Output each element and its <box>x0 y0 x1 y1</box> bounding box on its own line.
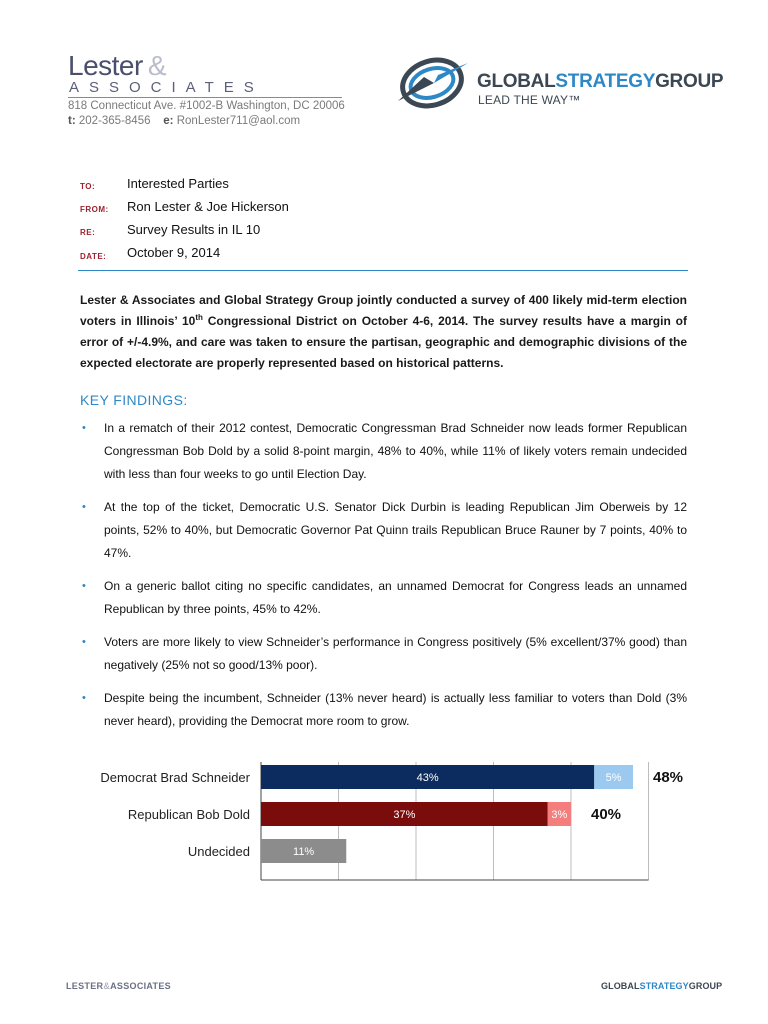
footer-lester-text: LESTER <box>66 981 104 991</box>
gsg-group: GROUP <box>655 71 724 92</box>
footer-associates-text: ASSOCIATES <box>110 981 171 991</box>
finding-item <box>80 631 687 677</box>
email-label: e: <box>163 115 174 127</box>
email-address: RonLester711@aol.com <box>176 115 301 127</box>
gsg-global: GLOBAL <box>477 71 556 92</box>
chart-data-label: 11% <box>293 846 315 858</box>
finding-item <box>80 575 687 621</box>
finding-item <box>80 496 687 565</box>
chart-category-label: Undecided <box>187 844 250 859</box>
intro-superscript: th <box>195 313 203 322</box>
lester-contact <box>68 115 300 127</box>
gsg-strategy: STRATEGY <box>555 71 656 92</box>
lester-divider <box>68 97 342 98</box>
bullet-icon: • <box>82 501 86 513</box>
chart-category-label: Democrat Brad Schneider <box>100 770 250 785</box>
memo-date-value: October 9, 2014 <box>127 245 221 260</box>
memo-to-label: TO: <box>80 182 96 191</box>
chart-total-label: 40% <box>591 806 622 823</box>
memo-to-value: Interested Parties <box>127 176 229 191</box>
footer-gsg-group: GROUP <box>688 981 723 991</box>
lester-address: 818 Connecticut Ave. #1002-B Washington, DC 20006 <box>68 100 345 112</box>
bullet-icon: • <box>82 580 86 592</box>
ballot-bar-chart <box>80 762 700 892</box>
phone-label: t: <box>68 115 76 127</box>
key-findings-list <box>80 417 687 743</box>
lester-logo-wordmark <box>68 50 166 82</box>
memo-from-label: FROM: <box>80 205 109 214</box>
chart-data-label: 43% <box>416 772 439 784</box>
chart-data-label: 37% <box>393 809 416 821</box>
chart-data-label: 3% <box>551 809 568 821</box>
gsg-wordmark <box>477 71 723 93</box>
bullet-icon: • <box>82 692 86 704</box>
finding-text: On a generic ballot citing no specific candidates, an unnamed Democrat for Congress leads an unnamed Republican by three points, 45% to 42%. <box>104 579 687 616</box>
key-findings-heading: KEY FINDINGS: <box>80 392 188 408</box>
bullet-icon: • <box>82 636 86 648</box>
footer-lester <box>66 981 171 991</box>
gsg-globe-icon <box>394 53 472 111</box>
footer-gsg-strategy: STRATEGY <box>639 981 689 991</box>
finding-text: Voters are more likely to view Schneider’s performance in Congress positively (5% excellent/37% good) than negatively (25% not so good/13% poor). <box>104 635 687 672</box>
phone-number: 202-365-8456 <box>78 115 151 127</box>
bullet-icon: • <box>82 422 86 434</box>
memo-from-value: Ron Lester & Joe Hickerson <box>127 199 289 214</box>
intro-paragraph <box>80 290 687 374</box>
lester-name: Lester <box>68 50 143 81</box>
finding-text: Despite being the incumbent, Schneider (13% never heard) is actually less familiar to voters than Dold (3% never heard), providing the Democrat more room to grow. <box>104 691 687 728</box>
finding-item <box>80 417 687 486</box>
memo-re-value: Survey Results in IL 10 <box>127 222 261 237</box>
finding-text: In a rematch of their 2012 contest, Democratic Congressman Brad Schneider now leads former Republican Congressman Bob Dold by a solid 8-point margin, 48% to 40%, while 11% of likely voters remain undecided with less than four weeks to go until Election Day. <box>104 421 687 481</box>
intro-text-1: Lester & Associates and Global Strategy Group jointly conducted a survey of 400 likely mid-term election voters in Illinois’ 10 <box>80 293 687 328</box>
lester-associates-text: ASSOCIATES <box>69 79 264 96</box>
footer-lester-amp: & <box>103 981 111 991</box>
chart-total-label: 48% <box>653 769 684 786</box>
memo-divider <box>78 270 688 271</box>
footer-gsg-global: GLOBAL <box>601 981 640 991</box>
memo-re-label: RE: <box>80 228 96 237</box>
finding-text: At the top of the ticket, Democratic U.S. Senator Dick Durbin is leading Republican Jim Oberweis by 12 points, 52% to 40%, but Democratic Governor Pat Quinn trails Republican Bruce Rauner by 7 points, 40% to 47%. <box>104 500 687 560</box>
memo-date-label: DATE: <box>80 252 107 261</box>
gsg-tagline: LEAD THE WAY™ <box>478 93 581 107</box>
finding-item <box>80 687 687 733</box>
chart-category-label: Republican Bob Dold <box>127 807 250 822</box>
chart-data-label: 5% <box>605 772 622 784</box>
intro-text-2: Congressional District on October 4-6, 2014. The survey results have a margin of error of +/-4.9%, and care was taken to ensure the partisan, geographic and demographic divisions of the expected electorate are properly represented based on historical patterns. <box>80 314 687 370</box>
lester-ampersand: & <box>147 50 167 81</box>
footer-gsg <box>601 981 722 991</box>
